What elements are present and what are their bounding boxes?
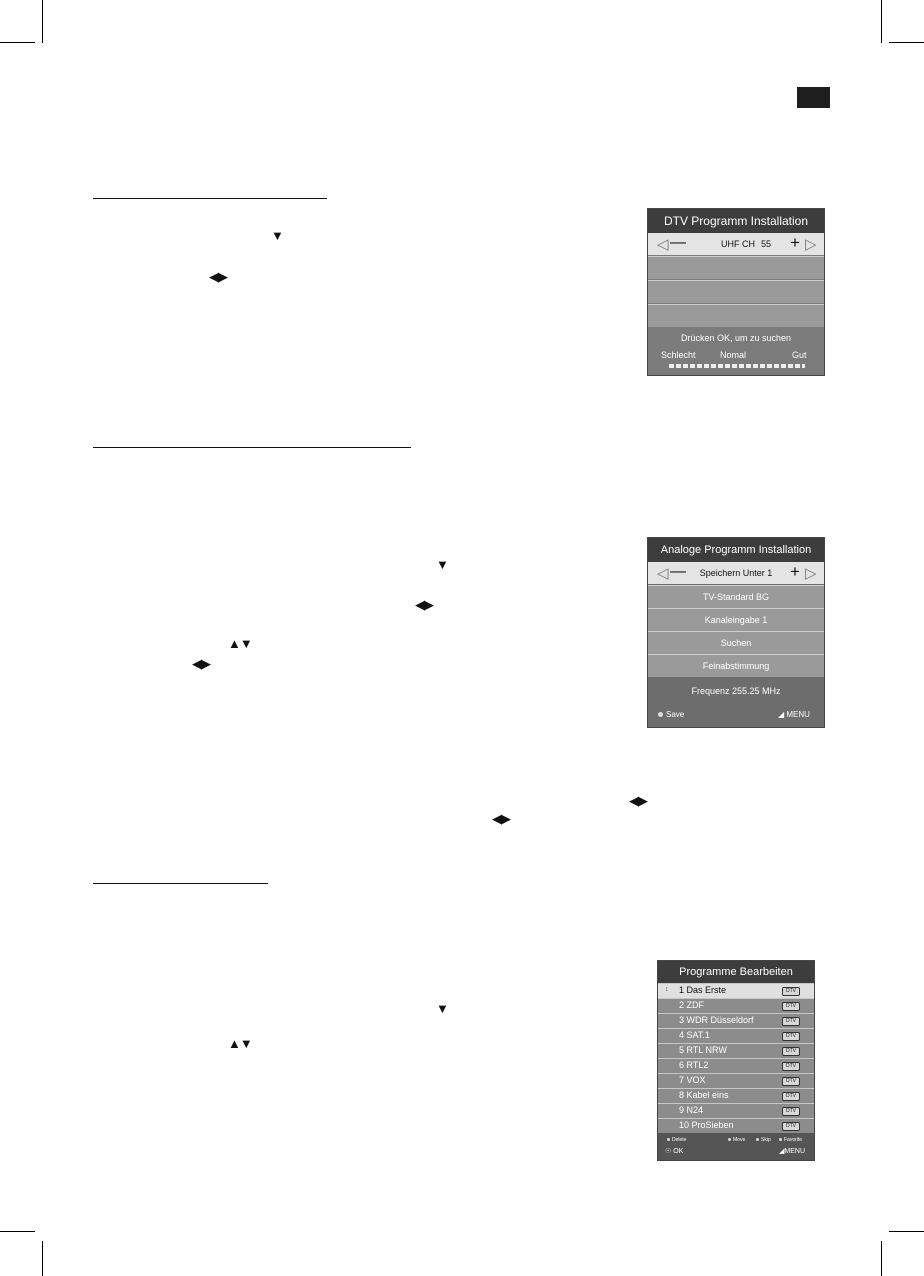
- channel-edit-title: Programme Bearbeiten: [658, 961, 814, 983]
- up-down-arrow-icon: ▲▼: [228, 636, 252, 651]
- channel-type-label: UHF CH: [721, 239, 755, 249]
- crop-mark: [889, 42, 924, 43]
- channel-row[interactable]: [658, 1043, 814, 1058]
- channel-row[interactable]: [658, 1013, 814, 1028]
- channel-name: 8 Kabel eins: [679, 1090, 729, 1100]
- menu-hint: ◢MENU: [779, 1148, 806, 1155]
- dtv-badge: DTV: [782, 1002, 800, 1011]
- channel-row[interactable]: [658, 1103, 814, 1118]
- ok-hint: ☉ OK: [665, 1148, 684, 1155]
- save-hint: [658, 710, 684, 719]
- channel-name: 5 RTL NRW: [679, 1045, 727, 1055]
- dtv-badge: DTV: [782, 1032, 800, 1041]
- left-right-arrow-icon: ◀▶: [192, 656, 210, 671]
- save-label: Save: [666, 710, 685, 719]
- dtv-empty-row: [648, 280, 824, 303]
- channel-row[interactable]: [658, 1088, 814, 1103]
- up-down-arrow-icon: ▲▼: [228, 1036, 252, 1051]
- channel-row[interactable]: [658, 983, 814, 998]
- left-right-arrow-icon: ◀▶: [209, 269, 227, 284]
- channel-name: 3 WDR Düsseldorf: [679, 1015, 754, 1025]
- channel-name: 2 ZDF: [679, 1000, 705, 1010]
- signal-quality-bar: [669, 364, 805, 368]
- dtv-search-hint: Drücken OK, um zu suchen: [680, 333, 792, 343]
- fine-tuning-row[interactable]: Feinabstimmung: [648, 654, 824, 677]
- section-heading-rule: [93, 883, 268, 884]
- store-under-label: Speichern Unter 1: [699, 568, 773, 578]
- dtv-badge: DTV: [782, 1017, 800, 1026]
- analog-store-selector[interactable]: [648, 562, 824, 584]
- skip-action: Skip: [756, 1137, 771, 1143]
- dtv-badge: DTV: [782, 1092, 800, 1101]
- dtv-empty-row: [648, 304, 824, 327]
- down-arrow-icon: ▼: [436, 557, 448, 572]
- channel-row[interactable]: [658, 998, 814, 1013]
- left-triangle-icon[interactable]: ◁: [657, 565, 669, 582]
- signal-bad-label: Schlecht: [661, 350, 696, 360]
- right-triangle-icon[interactable]: ▷: [805, 565, 817, 582]
- minus-icon[interactable]: —: [670, 563, 686, 580]
- signal-quality-fill: [669, 364, 805, 368]
- plus-icon[interactable]: +: [790, 233, 800, 252]
- section-heading-rule: [93, 198, 327, 199]
- channel-edit-panel: [657, 960, 815, 1161]
- right-triangle-icon[interactable]: ▷: [805, 236, 817, 253]
- language-tab: [797, 87, 830, 108]
- channel-actions: [658, 1136, 814, 1160]
- crop-mark: [889, 1231, 924, 1232]
- channel-row[interactable]: [658, 1073, 814, 1088]
- crop-mark: [42, 1241, 43, 1276]
- dtv-badge: DTV: [782, 987, 800, 996]
- channel-row[interactable]: [658, 1028, 814, 1043]
- menu-label: MENU: [786, 710, 810, 719]
- menu-key-icon: ◢: [778, 710, 785, 719]
- channel-number-value: 55: [761, 239, 772, 249]
- left-right-arrow-icon: ◀▶: [629, 793, 647, 808]
- channel-entry-row[interactable]: Kanaleingabe 1: [648, 608, 824, 631]
- left-right-arrow-icon: ◀▶: [492, 811, 510, 826]
- minus-icon[interactable]: —: [670, 234, 686, 251]
- plus-icon[interactable]: +: [790, 562, 800, 581]
- section-heading-rule: [93, 447, 411, 448]
- frequency-readout: Frequenz 255.25 MHz: [691, 686, 781, 696]
- dtv-channel-selector[interactable]: [648, 233, 824, 255]
- tv-standard-row[interactable]: TV-Standard BG: [648, 585, 824, 608]
- search-row[interactable]: Suchen: [648, 631, 824, 654]
- channel-name: 7 VOX: [679, 1075, 706, 1085]
- left-right-arrow-icon: ◀▶: [415, 597, 433, 612]
- analog-installation-panel: [647, 537, 825, 728]
- channel-name: 1 Das Erste: [679, 985, 727, 995]
- move-action: Move: [728, 1137, 745, 1143]
- signal-normal-label: Nomal: [720, 350, 747, 360]
- dtv-badge: DTV: [782, 1077, 800, 1086]
- down-arrow-icon: ▼: [436, 1001, 448, 1016]
- crop-mark: [0, 1231, 35, 1232]
- crop-mark: [0, 42, 35, 43]
- drag-handle-icon[interactable]: ↕: [665, 986, 669, 993]
- dtv-badge: DTV: [782, 1047, 800, 1056]
- analog-panel-title: Analoge Programm Installation: [648, 538, 824, 562]
- channel-row[interactable]: [658, 1058, 814, 1073]
- menu-hint: [778, 710, 810, 719]
- save-dot-icon: [658, 712, 663, 717]
- signal-good-label: Gut: [792, 350, 807, 360]
- dtv-empty-row: [648, 256, 824, 279]
- dtv-badge: DTV: [782, 1122, 800, 1131]
- channel-name: 4 SAT.1: [679, 1030, 710, 1040]
- left-triangle-icon[interactable]: ◁: [657, 236, 669, 253]
- crop-mark: [881, 0, 882, 43]
- channel-list: [658, 983, 814, 1134]
- channel-name: 6 RTL2: [679, 1060, 709, 1070]
- dtv-panel-title: DTV Programm Installation: [648, 209, 824, 233]
- dtv-badge: DTV: [782, 1062, 800, 1071]
- down-arrow-icon: ▼: [271, 228, 283, 243]
- ok-circle-icon: ☉: [665, 1148, 672, 1155]
- favorite-action: Favorite: [779, 1137, 802, 1143]
- menu-key-icon: ◢: [779, 1148, 785, 1155]
- delete-action: Delete: [667, 1137, 686, 1143]
- dtv-installation-panel: [647, 208, 825, 376]
- channel-name: 9 N24: [679, 1105, 704, 1115]
- crop-mark: [881, 1241, 882, 1276]
- dtv-badge: DTV: [782, 1107, 800, 1116]
- channel-row[interactable]: [658, 1118, 814, 1133]
- crop-mark: [42, 0, 43, 43]
- channel-name: 10 ProSieben: [679, 1120, 734, 1130]
